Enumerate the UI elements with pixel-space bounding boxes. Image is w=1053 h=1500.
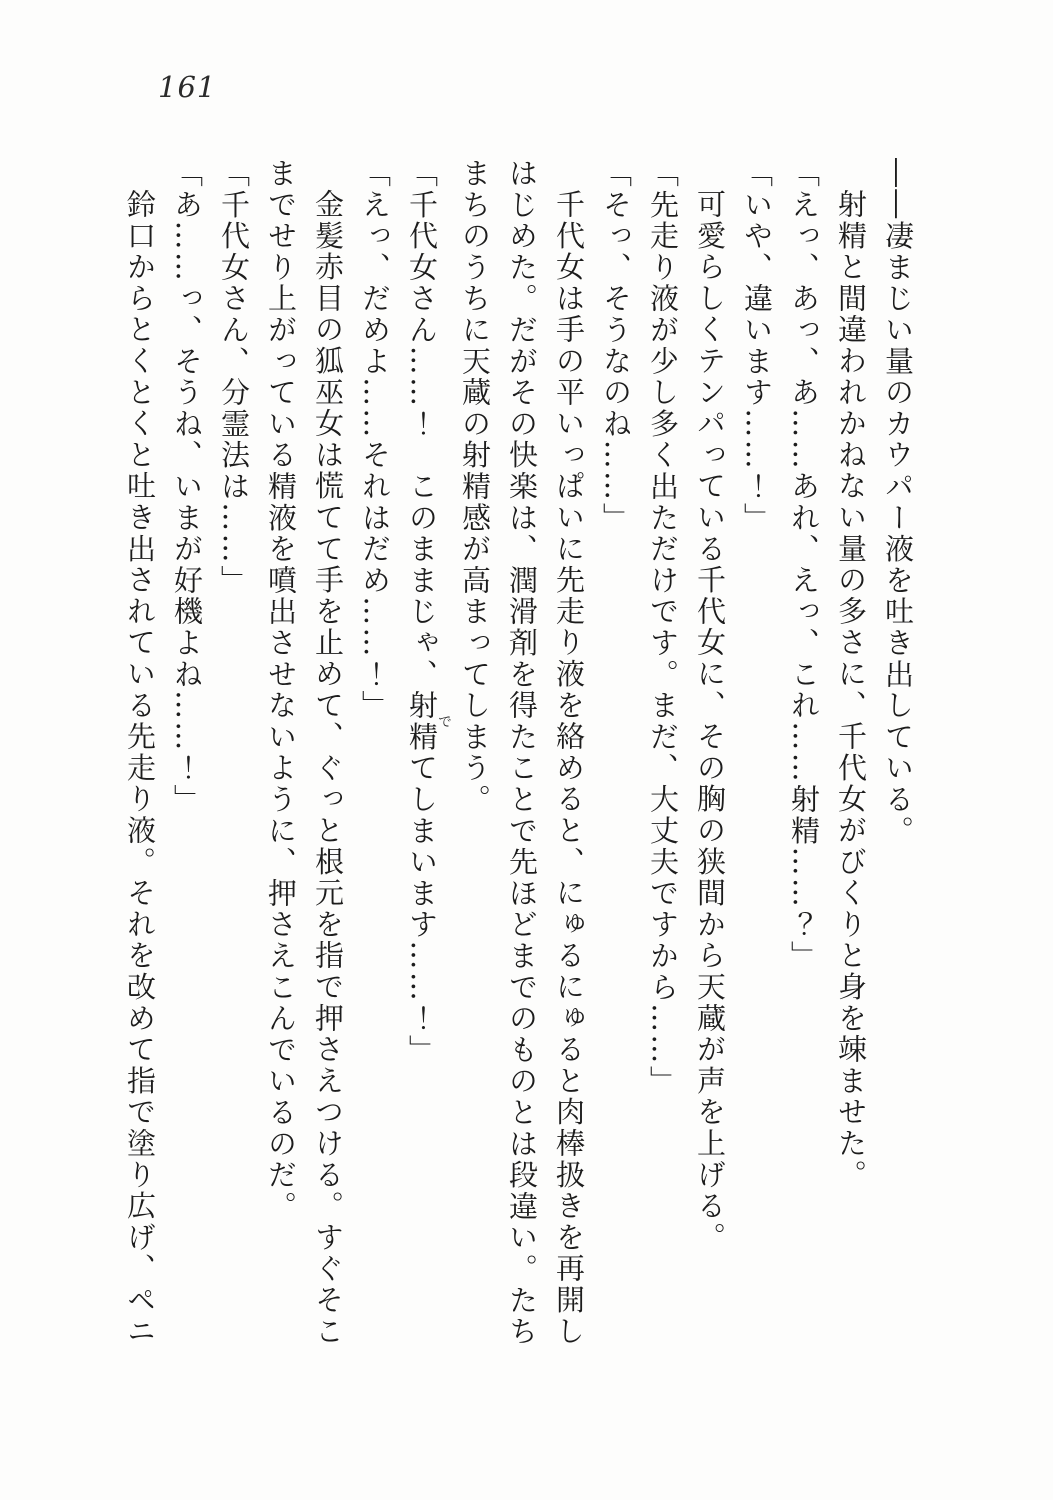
narration-paragraph: 鈴口からとくとくと吐き出されている先走り液。それを改めて指で塗り広げ、ペニ xyxy=(123,189,157,1348)
dialogue-line: 「先走り液が少し多く出ただけです。まだ、大丈夫ですから……」 xyxy=(646,158,680,1097)
dialogue-line: 「そっ、そうなのね……」 xyxy=(599,158,633,534)
dialogue-line: 「えっ、あっ、あ……あれ、えっ、これ……射精……？」 xyxy=(787,158,821,972)
narration-paragraph: 千代女は手の平いっぱいに先走り液を絡めると、にゅるにゅると肉棒扱きを再開しはじめた。だがその快楽は、潤滑剤を得たことで先ほどまでのものとは段違い。たちまちのうちに天蔵の射精感が高まってしまう。 xyxy=(458,158,586,1348)
dialogue-line: 「千代女さん、分霊法は……」 xyxy=(217,158,251,597)
ruby-word xyxy=(405,690,452,753)
dialogue-text-pre: 「千代女さん……！ このままじゃ、 xyxy=(405,158,439,691)
dialogue-text-post: てしまいます……！」 xyxy=(405,752,439,1066)
narration-line: 射精と間違われかねない量の多さに、千代女がびくりと身を竦ませた。 xyxy=(834,189,868,1191)
furigana: で xyxy=(436,690,452,753)
ruby-base: 射精 xyxy=(405,690,439,753)
narration-paragraph: 金髪赤目の狐巫女は慌てて手を止めて、ぐっと根元を指で押さえつける。すぐそこまでせり上がっている精液を噴出させないように、押さえこんでいるのだ。 xyxy=(264,158,345,1348)
dialogue-line: 「いや、違います……！」 xyxy=(740,158,774,534)
text-block xyxy=(122,158,921,1354)
narration-line: 可愛らしくテンパっている千代女に、その胸の狭間から天蔵が声を上げる。 xyxy=(693,189,727,1254)
narration-line-dash: ――凄まじい量のカウパー液を吐き出している。 xyxy=(881,158,915,847)
dialogue-line: 「えっ、だめよ……それはだめ……！」 xyxy=(358,158,392,722)
dialogue-line-with-ruby xyxy=(398,158,451,1354)
dialogue-line: 「あ……っ、そうね、いまが好機よね……！」 xyxy=(170,158,204,816)
page-number: 161 xyxy=(158,70,217,104)
